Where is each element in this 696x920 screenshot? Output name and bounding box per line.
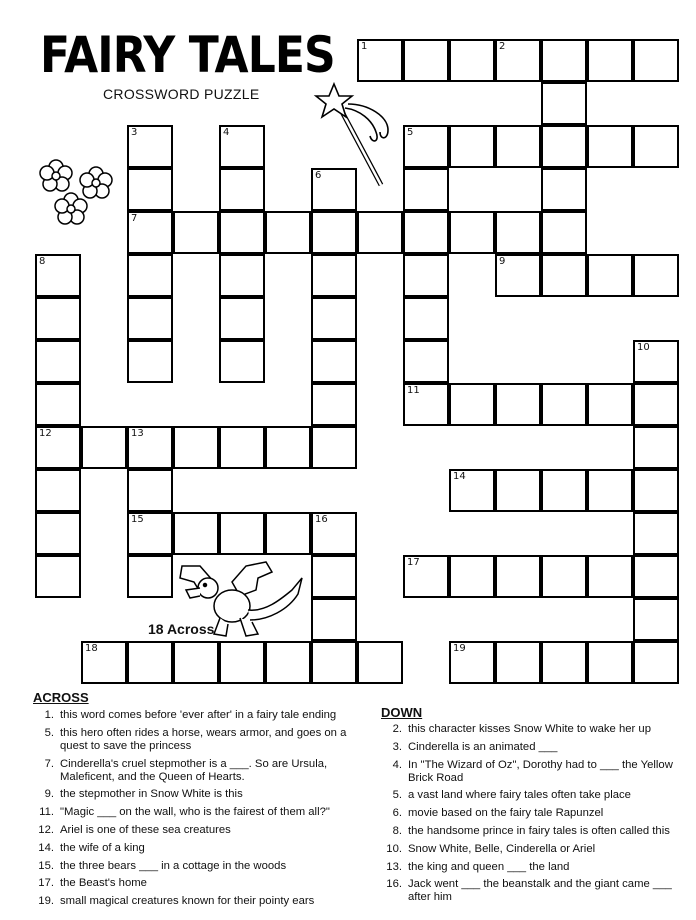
clue-num: 11.	[39, 806, 54, 819]
grid-cell[interactable]	[35, 297, 81, 340]
clue-text: a vast land where fairy tales often take place	[408, 789, 631, 802]
page-subtitle: CROSSWORD PUZZLE	[103, 86, 260, 102]
down-clue	[381, 759, 686, 785]
grid-cell[interactable]	[311, 340, 357, 383]
grid-cell[interactable]	[35, 555, 81, 598]
grid-cell[interactable]	[633, 125, 679, 168]
grid-cell[interactable]	[265, 211, 311, 254]
clue-num: 16.	[386, 878, 402, 891]
grid-cell[interactable]	[219, 125, 265, 168]
clue-num: 19.	[38, 895, 54, 908]
grid-cell[interactable]	[265, 426, 311, 469]
clue-text: this hero often rides a horse, wears armor, and goes on a quest to save the princess	[60, 726, 347, 752]
grid-cell[interactable]	[173, 641, 219, 684]
clue-num: 13.	[386, 860, 402, 873]
clue-num: 17.	[38, 877, 54, 890]
grid-cell[interactable]	[127, 426, 173, 469]
clue-number: 6	[315, 170, 322, 181]
clue-num: 15.	[38, 859, 54, 872]
clue-text: this word comes before 'ever after' in a fairy tale ending	[60, 709, 337, 721]
grid-cell[interactable]	[449, 383, 495, 426]
grid-cell[interactable]	[357, 39, 403, 82]
grid-cell[interactable]	[449, 125, 495, 168]
clue-number: 18	[85, 643, 98, 654]
grid-cell[interactable]	[403, 297, 449, 340]
across-clue-list	[33, 709, 358, 913]
grid-cell[interactable]	[495, 254, 541, 297]
down-clue	[381, 741, 686, 754]
across-clue	[33, 788, 358, 801]
clue-number: 3	[131, 127, 138, 138]
grid-cell[interactable]	[449, 555, 495, 598]
grid-cell[interactable]	[219, 168, 265, 211]
clue-number: 16	[315, 514, 328, 525]
grid-cell[interactable]	[449, 641, 495, 684]
clue-number: 17	[407, 557, 420, 568]
clue-text: Snow White, Belle, Cinderella or Ariel	[408, 842, 596, 855]
grid-cell[interactable]	[633, 512, 679, 555]
grid-cell[interactable]	[541, 641, 587, 684]
grid-cell[interactable]	[127, 297, 173, 340]
down-clue	[381, 861, 686, 874]
clue-number: 7	[131, 213, 138, 224]
across-clue	[33, 877, 358, 890]
grid-cell[interactable]	[81, 426, 127, 469]
grid-cell[interactable]	[127, 211, 173, 254]
down-clue	[381, 843, 686, 856]
grid-cell[interactable]	[633, 383, 679, 426]
grid-cell[interactable]	[403, 555, 449, 598]
clue-number: 5	[407, 127, 414, 138]
grid-cell[interactable]	[541, 555, 587, 598]
dragon-caption: 18 Across	[148, 621, 215, 637]
across-clue	[33, 806, 358, 819]
grid-cell[interactable]	[311, 426, 357, 469]
grid-cell[interactable]	[35, 340, 81, 383]
grid-cell[interactable]	[449, 469, 495, 512]
grid-cell[interactable]	[403, 168, 449, 211]
down-heading: DOWN	[381, 705, 423, 720]
grid-cell[interactable]	[127, 340, 173, 383]
grid-cell[interactable]	[587, 254, 633, 297]
grid-cell[interactable]	[495, 211, 541, 254]
clue-text: the Beast's home	[60, 877, 147, 890]
grid-cell[interactable]	[633, 426, 679, 469]
across-heading: ACROSS	[33, 690, 89, 705]
grid-cell[interactable]	[219, 211, 265, 254]
grid-cell[interactable]	[495, 555, 541, 598]
grid-cell[interactable]	[219, 641, 265, 684]
grid-cell[interactable]	[495, 469, 541, 512]
clue-num: 4.	[392, 758, 402, 771]
grid-cell[interactable]	[219, 254, 265, 297]
across-clue	[33, 895, 358, 908]
grid-cell[interactable]	[541, 39, 587, 82]
down-clue	[381, 723, 686, 736]
grid-cell[interactable]	[633, 340, 679, 383]
grid-cell[interactable]	[403, 125, 449, 168]
clue-number: 14	[453, 471, 466, 482]
grid-cell[interactable]	[35, 426, 81, 469]
clue-num: 12.	[38, 823, 54, 836]
grid-cell[interactable]	[311, 512, 357, 555]
across-clue	[33, 860, 358, 873]
grid-cell[interactable]	[265, 512, 311, 555]
grid-cell[interactable]	[495, 641, 541, 684]
clue-text: the king and queen ___ the land	[408, 860, 570, 873]
clue-num: 1.	[44, 709, 54, 721]
grid-cell[interactable]	[449, 39, 495, 82]
clue-num: 8.	[392, 824, 402, 837]
grid-cell[interactable]	[541, 125, 587, 168]
down-clue	[381, 878, 686, 904]
clue-text: the three bears ___ in a cottage in the woods	[60, 859, 287, 872]
grid-cell[interactable]	[495, 125, 541, 168]
grid-cell[interactable]	[357, 641, 403, 684]
grid-cell[interactable]	[127, 168, 173, 211]
grid-cell[interactable]	[219, 512, 265, 555]
grid-cell[interactable]	[403, 340, 449, 383]
grid-cell[interactable]	[173, 512, 219, 555]
across-clue	[33, 824, 358, 837]
grid-cell[interactable]	[633, 598, 679, 641]
grid-cell[interactable]	[403, 211, 449, 254]
grid-cell[interactable]	[587, 469, 633, 512]
clue-num: 5.	[44, 726, 54, 739]
grid-cell[interactable]	[35, 254, 81, 297]
grid-cell[interactable]	[127, 555, 173, 598]
across-clue	[33, 758, 358, 784]
clue-text: movie based on the fairy tale Rapunzel	[408, 807, 604, 820]
grid-cell[interactable]	[219, 297, 265, 340]
clue-text: Cinderella is an animated ___	[408, 740, 558, 753]
grid-cell[interactable]	[633, 641, 679, 684]
clue-number: 1	[361, 41, 368, 52]
clue-text: In "The Wizard of Oz", Dorothy had to ___ the Yellow Brick Road	[408, 758, 673, 784]
clue-num: 5.	[392, 789, 402, 802]
grid-cell[interactable]	[311, 168, 357, 211]
grid-cell[interactable]	[449, 211, 495, 254]
grid-cell[interactable]	[587, 383, 633, 426]
grid-cell[interactable]	[127, 254, 173, 297]
grid-cell[interactable]	[541, 211, 587, 254]
clue-number: 9	[499, 256, 506, 267]
grid-cell[interactable]	[403, 254, 449, 297]
down-clue	[381, 789, 686, 802]
grid-cell[interactable]	[541, 254, 587, 297]
clue-number: 13	[131, 428, 144, 439]
grid-cell[interactable]	[633, 555, 679, 598]
clue-text: the handsome prince in fairy tales is often called this	[408, 824, 670, 837]
grid-cell[interactable]	[311, 254, 357, 297]
grid-cell[interactable]	[219, 426, 265, 469]
clue-text: Cinderella's cruel stepmother is a ___. So are Ursula, Maleficent, and the Queen of Hearts.	[60, 757, 328, 783]
grid-cell[interactable]	[541, 168, 587, 211]
clue-num: 9.	[44, 788, 54, 801]
clue-text: Ariel is one of these sea creatures	[60, 823, 231, 836]
clue-num: 7.	[44, 757, 54, 770]
grid-cell[interactable]	[311, 555, 357, 598]
across-clue	[33, 842, 358, 855]
clue-text: "Magic ___ on the wall, who is the fairest of them all?"	[60, 806, 330, 819]
grid-cell[interactable]	[403, 383, 449, 426]
clue-text: the wife of a king	[60, 841, 145, 854]
grid-cell[interactable]	[633, 469, 679, 512]
grid-cell[interactable]	[219, 340, 265, 383]
clue-text: small magical creatures known for their pointy ears	[60, 895, 315, 908]
grid-cell[interactable]	[173, 426, 219, 469]
grid-cell[interactable]	[173, 211, 219, 254]
down-clue-list	[381, 723, 686, 909]
clue-num: 14.	[38, 841, 54, 854]
down-clue	[381, 825, 686, 838]
grid-cell[interactable]	[403, 39, 449, 82]
grid-cell[interactable]	[541, 383, 587, 426]
clue-number: 10	[637, 342, 650, 353]
clue-num: 2.	[392, 723, 402, 735]
across-clue	[33, 709, 358, 722]
clue-number: 2	[499, 41, 506, 52]
grid-cell[interactable]	[127, 125, 173, 168]
clue-number: 4	[223, 127, 230, 138]
clue-num: 10.	[386, 842, 402, 855]
clue-number: 15	[131, 514, 144, 525]
grid-cell[interactable]	[35, 469, 81, 512]
grid-cell[interactable]	[587, 641, 633, 684]
grid-cell[interactable]	[311, 383, 357, 426]
grid-cell[interactable]	[541, 469, 587, 512]
grid-cell[interactable]	[495, 39, 541, 82]
grid-cell[interactable]	[633, 254, 679, 297]
grid-cell[interactable]	[35, 512, 81, 555]
grid-cell[interactable]	[587, 39, 633, 82]
clue-num: 6.	[392, 807, 402, 820]
grid-cell[interactable]	[587, 555, 633, 598]
clue-number: 11	[407, 385, 420, 396]
grid-cell[interactable]	[127, 641, 173, 684]
grid-cell[interactable]	[633, 39, 679, 82]
grid-cell[interactable]	[311, 598, 357, 641]
grid-cell[interactable]	[311, 297, 357, 340]
grid-cell[interactable]	[81, 641, 127, 684]
clue-text: the stepmother in Snow White is this	[60, 788, 243, 801]
clue-number: 19	[453, 643, 466, 654]
clue-number: 12	[39, 428, 52, 439]
grid-cell[interactable]	[311, 641, 357, 684]
clue-text: Jack went ___ the beanstalk and the giant came ___ after him	[408, 878, 672, 904]
clue-num: 3.	[392, 740, 402, 753]
grid-cell[interactable]	[311, 211, 357, 254]
grid-cell[interactable]	[127, 469, 173, 512]
grid-cell[interactable]	[127, 512, 173, 555]
grid-cell[interactable]	[587, 125, 633, 168]
grid-cell[interactable]	[541, 82, 587, 125]
grid-cell[interactable]	[265, 641, 311, 684]
clue-number: 8	[39, 256, 46, 267]
grid-cell[interactable]	[495, 383, 541, 426]
clue-text: this character kisses Snow White to wake her up	[408, 723, 651, 735]
grid-cell[interactable]	[35, 383, 81, 426]
grid-cell[interactable]	[357, 211, 403, 254]
down-clue	[381, 807, 686, 820]
page-title: FAIRY TALES	[40, 26, 335, 84]
across-clue	[33, 727, 358, 753]
